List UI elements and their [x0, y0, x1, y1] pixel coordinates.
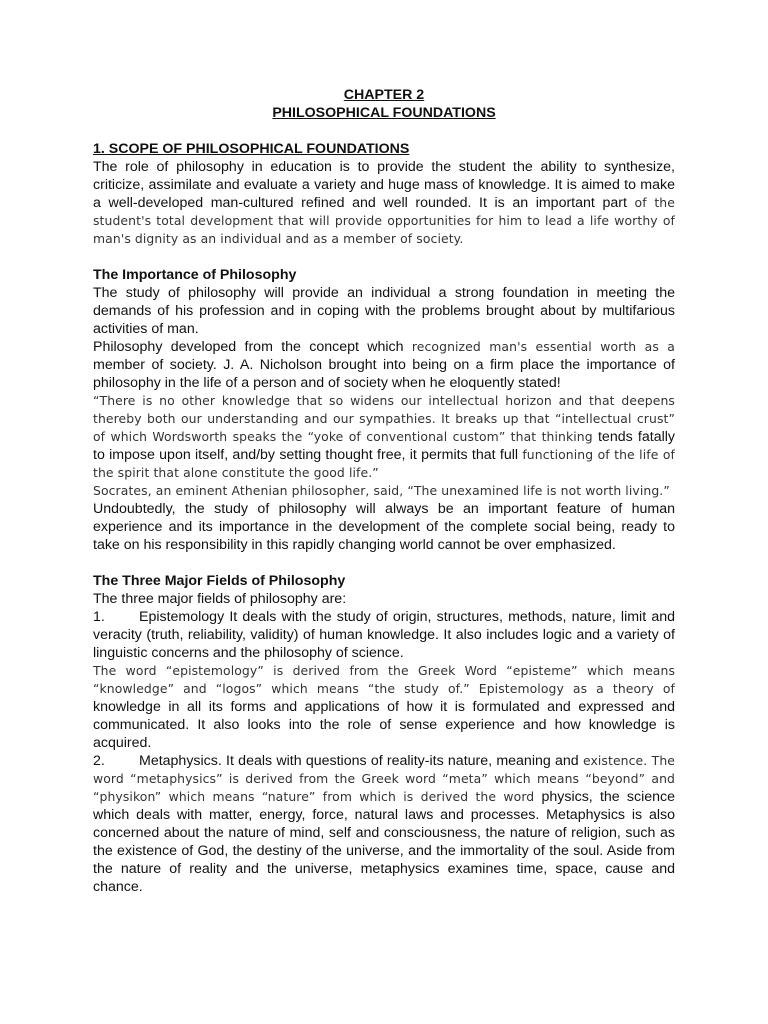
metaphysics-part-a: existence. The word “metaphysics” is derived from the Greek word “meta” which means “beyond” and “physikon” which means “nature” from which is derived the word — [93, 753, 675, 804]
chapter-title: PHILOSOPHICAL FOUNDATIONS — [272, 105, 496, 121]
socrates-quote: Socrates, an eminent Athenian philosopher, said, “The unexamined life is not worth living.” — [93, 483, 670, 498]
scope-paragraph-part-b: of the student's total development that will provide opportunities for him to lead a life worthy of man's dignity as an individual and as a member of society. — [93, 195, 675, 246]
metaphysics-part-b: physics, the science which deals with matter, energy, force, natural laws and processes. Metaphysics is also concerned about the nature of mind, self and consciousness, the nature of religion, such as the existence of God, the destiny of the universe, and the immortality of the soul. Aside from the nature of reality and the universe, metaphysics examines time, space, cause and chance. — [93, 789, 675, 895]
fields-intro: The three major fields of philosophy are: — [93, 591, 347, 607]
scope-paragraph-part-a: The role of philosophy in education is to provide the student the ability to synthesize, criticize, assimilate and evaluate a variety and huge mass of knowledge. It is aimed to make a well-developed man-cultured refined and well rounded. It is an important part — [93, 159, 675, 211]
heading-importance: The Importance of Philosophy — [93, 267, 297, 283]
epistemology-paragraph — [93, 662, 675, 752]
epistemology-p2-part-a: The word “epistemology” is derived from the Greek Word “episteme” which means “knowledge” and “logos” which means “the study of.” Epistemology as a theory of — [93, 663, 675, 696]
quote-part-c: functioning of the life of the spirit that alone constitute the good life.” — [93, 447, 675, 480]
spacer — [93, 122, 675, 140]
document-page — [93, 86, 675, 896]
importance-p2-part-a: Philosophy developed from the concept which — [93, 339, 404, 355]
importance-p2-part-b: recognized man's essential worth as a — [411, 339, 675, 354]
importance-paragraph-3: Undoubtedly, the study of philosophy will always be an important feature of human experience and its importance in the development of the complete social being, ready to take on his responsibility in this rapidly changing world cannot be over emphasized. — [93, 501, 675, 553]
spacer — [93, 248, 675, 266]
quote-part-a: “There is no other knowledge that so widens our intellectual horizon and that deepens thereby both our understanding and our sympathies. It breaks up that “intellectual crust” of which Wordsworth speaks the “yoke of conventional custom” that thinking — [93, 393, 675, 444]
list-number: 2. — [93, 753, 105, 769]
spacer — [93, 554, 675, 572]
importance-p2-part-c: member of society. J. A. Nicholson brought into being on a firm place the importance of philosophy in the life of a person and of society when he eloquently stated! — [93, 357, 675, 391]
epistemology-p2-part-b: knowledge in all its forms and applications of how it is formulated and expressed and communicated. It also looks into the role of sense experience and how knowledge is acquired. — [93, 699, 675, 751]
chapter-label: CHAPTER 2 — [343, 87, 425, 103]
list-item-metaphysics — [93, 752, 675, 896]
nicholson-quote — [93, 392, 675, 482]
quote-part-b: tends fatally to impose upon itself, and/by setting thought free, it permits that full — [93, 429, 675, 463]
list-number: 1. — [93, 609, 105, 625]
list-item-epistemology — [93, 608, 675, 662]
epistemology-text: Epistemology It deals with the study of origin, structures, methods, nature, limit and veracity (truth, reliability, validity) of human knowledge. It also includes logic and a variety of linguistic concerns and the philosophy of science. — [93, 609, 675, 661]
heading-major-fields: The Three Major Fields of Philosophy — [93, 573, 346, 589]
section-heading-scope: 1. SCOPE OF PHILOSOPHICAL FOUNDATIONS — [93, 141, 410, 157]
scope-paragraph — [93, 158, 675, 248]
importance-paragraph-2 — [93, 338, 675, 392]
metaphysics-text: Metaphysics. It deals with questions of reality-its nature, meaning and — [139, 753, 579, 769]
importance-paragraph-1: The study of philosophy will provide an individual a strong foundation in meeting the demands of his profession and in coping with the problems brought about by multifarious activities of man. — [93, 285, 675, 337]
